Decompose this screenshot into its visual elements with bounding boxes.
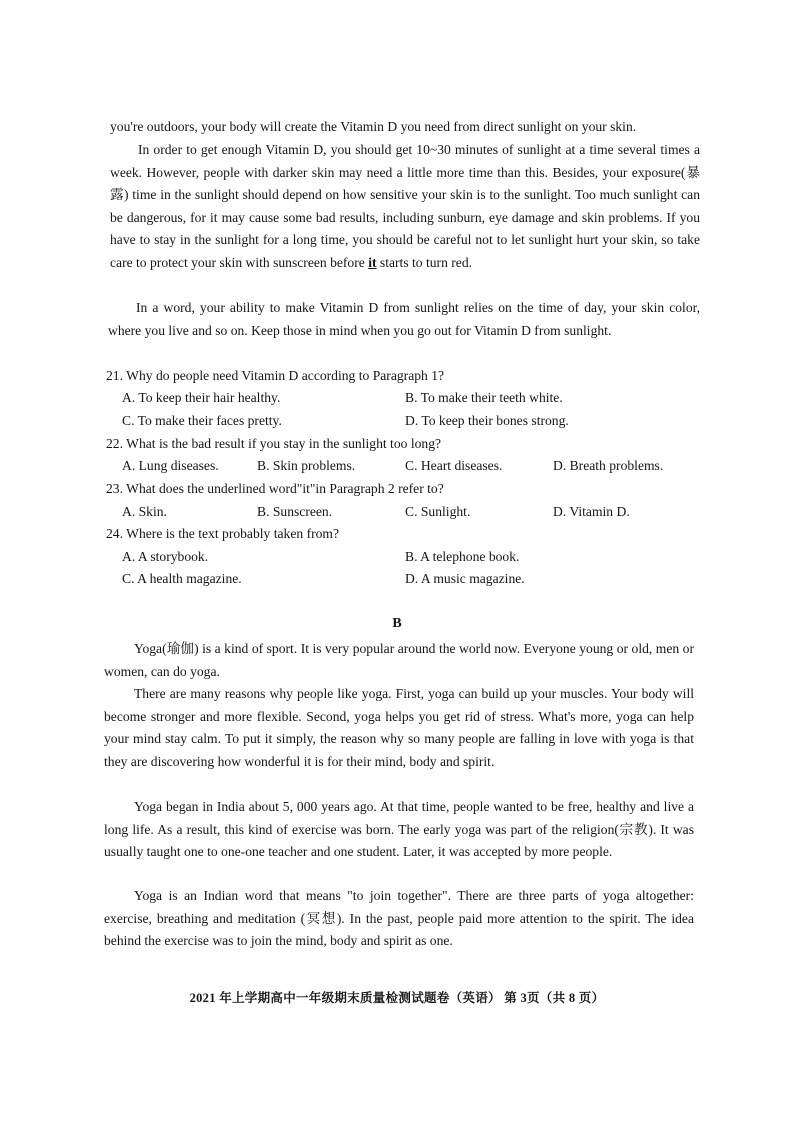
passage-a-paragraph-3: In a word, your ability to make Vitamin D from sunlight relies on the time of day, your skin color, where you live and so on. Keep those in mind when you go out for Vitamin D from sunlight. [108, 300, 700, 338]
passage-b-paragraph-4: Yoga is an Indian word that means "to join together". There are three parts of yoga altogether: exercise, breathing and meditation (冥想). In the past, people paid more attention to the spirit. The idea behind the exercise was to join the mind, body and spirit as one. [104, 888, 694, 949]
question-21-option-a[interactable]: A. To keep their hair healthy. [122, 390, 281, 405]
question-21: 21. Why do people need Vitamin D according to Paragraph 1? [106, 368, 445, 383]
question-21-option-c[interactable]: C. To make their faces pretty. [122, 413, 282, 428]
question-21-option-d[interactable]: D. To keep their bones strong. [405, 413, 569, 428]
question-24-option-a[interactable]: A. A storybook. [122, 549, 209, 564]
paragraph-2-end: starts to turn red. [379, 254, 473, 270]
question-21-option-b[interactable]: B. To make their teeth white. [405, 390, 563, 405]
question-23: 23. What does the underlined word"it"in Paragraph 2 refer to? [106, 481, 444, 496]
question-24-option-b[interactable]: B. A telephone book. [405, 549, 520, 564]
underlined-word-it: it [368, 254, 377, 270]
passage-a-line-continued: you're outdoors, your body will create the Vitamin D you need from direct sunlight on your skin. [110, 119, 637, 134]
question-23-option-c[interactable]: C. Sunlight. [405, 504, 471, 519]
question-23-option-b[interactable]: B. Sunscreen. [257, 504, 333, 519]
question-23-option-a[interactable]: A. Skin. [122, 504, 167, 519]
question-22: 22. What is the bad result if you stay in the sunlight too long? [106, 436, 442, 451]
paragraph-2-text: In order to get enough Vitamin D, you should get 10~30 minutes of sunlight at a time several times a week. However, people with darker skin may need a little more time than this. Besides, your exposure(暴露) time in the sunlight should depend on how sensitive your skin is to the sunlight. Too much sunlight can be dangerous, for it may cause some bad results, including sunburn, eye damage and skin problems. If you have to stay in the sunlight for a long time, you should be careful not to let sunlight hurt your skin, so take care to protect your skin with sunscreen before [110, 142, 700, 270]
passage-b-paragraph-1: Yoga(瑜伽) is a kind of sport. It is very popular around the world now. Everyone young or old, men or women, can do yoga. [104, 641, 694, 679]
question-24: 24. Where is the text probably taken from? [106, 526, 340, 541]
page-footer: 2021 年上学期高中一年级期末质量检测试题卷（英语） 第 3页（共 8 页） [189, 991, 605, 1005]
passage-a-paragraph-2 [110, 139, 700, 275]
question-22-option-c[interactable]: C. Heart diseases. [405, 458, 503, 473]
question-23-option-d[interactable]: D. Vitamin D. [553, 504, 630, 519]
question-22-option-b[interactable]: B. Skin problems. [257, 458, 356, 473]
question-22-option-d[interactable]: D. Breath problems. [553, 458, 664, 473]
section-heading-b: B [392, 616, 402, 631]
question-24-option-c[interactable]: C. A health magazine. [122, 571, 242, 586]
question-24-option-d[interactable]: D. A music magazine. [405, 571, 525, 586]
passage-b-paragraph-2: There are many reasons why people like yoga. First, yoga can build up your muscles. Your body will become stronger and more flexible. Second, yoga helps you get rid of stress. What's more, yoga can help your mind stay calm. To put it simply, the reason why so many people are falling in love with yoga is that they are discovering how wonderful it is for their mind, body and spirit. [104, 686, 694, 769]
passage-b-paragraph-3: Yoga began in India about 5, 000 years ago. At that time, people wanted to be free, healthy and live a long life. As a result, this kind of exercise was born. The early yoga was part of the religion(宗教). It was usually taught one to one-one teacher and one student. Later, it was accepted by more people. [104, 799, 694, 860]
question-22-option-a[interactable]: A. Lung diseases. [122, 458, 219, 473]
